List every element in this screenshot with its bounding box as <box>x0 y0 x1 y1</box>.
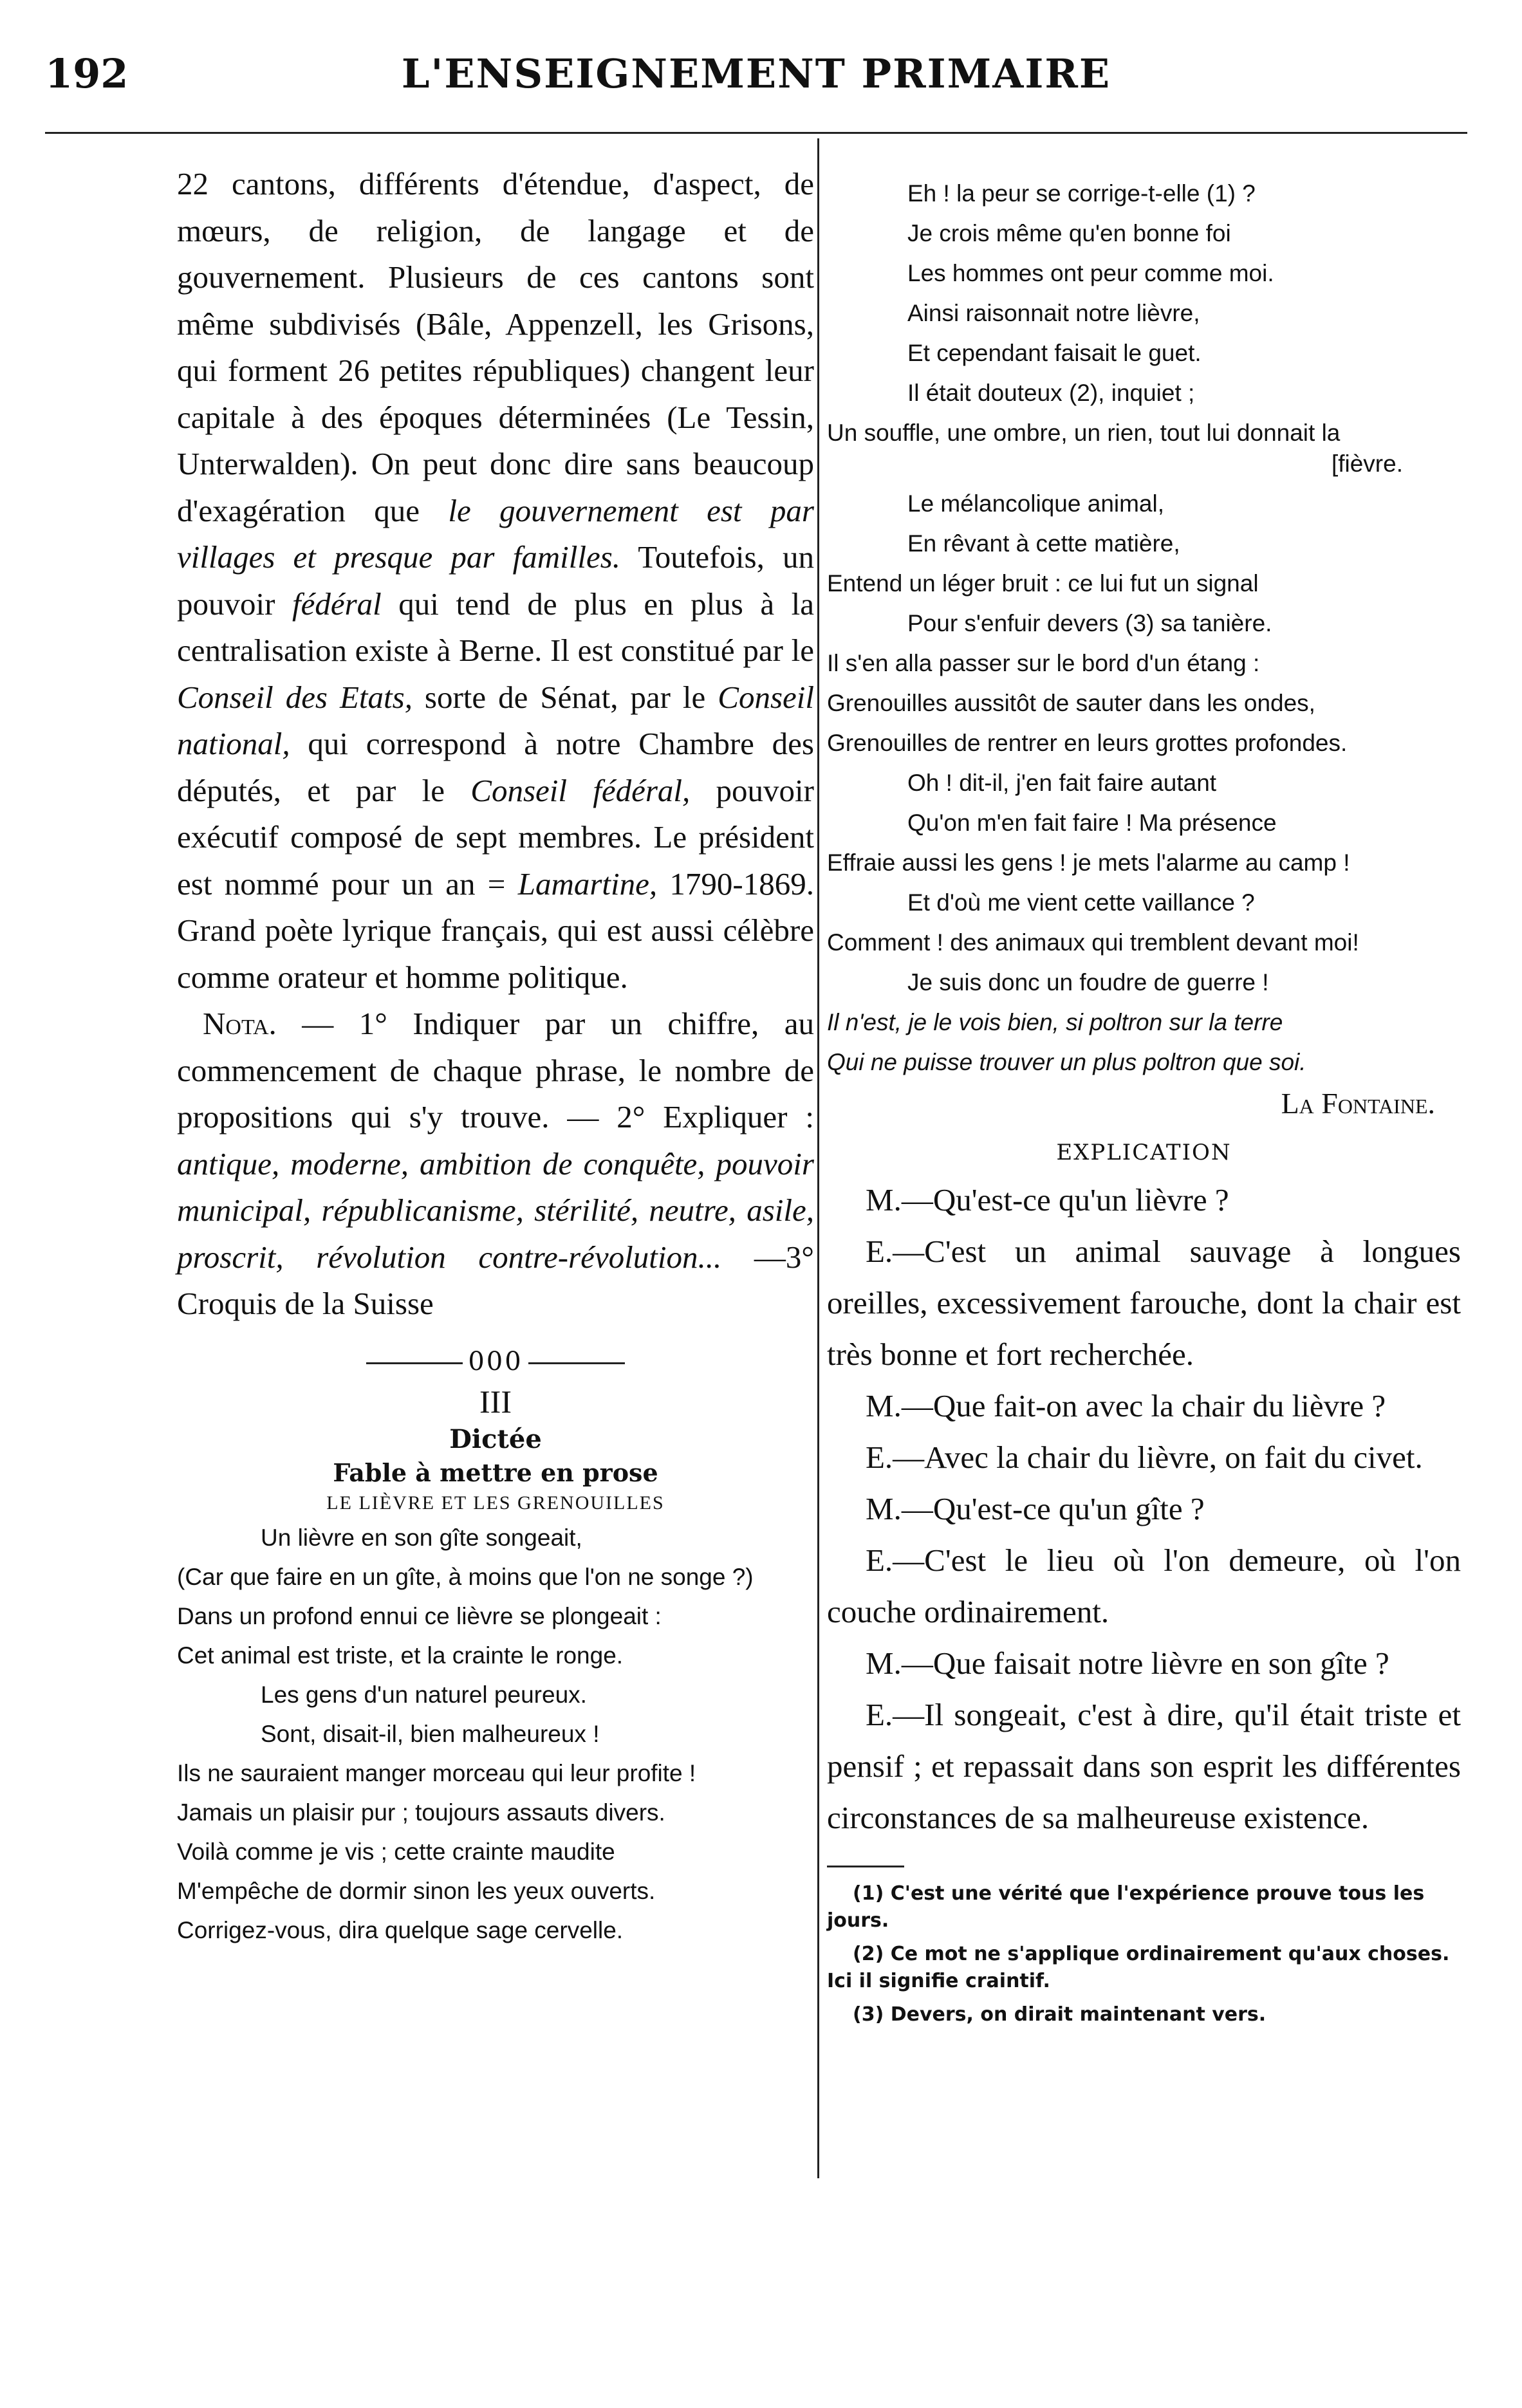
verse-line: Et d'où me vient cette vaillance ? <box>907 889 1255 916</box>
verse-line: Il s'en alla passer sur le bord d'un étang : <box>827 650 1260 676</box>
verse-line: Les hommes ont peur comme moi. <box>907 260 1274 286</box>
verse-line: Ainsi raisonnait notre lièvre, <box>907 300 1200 326</box>
verse-line: Je crois même qu'en bonne foi <box>907 220 1231 246</box>
verse-line: Comment ! des animaux qui tremblent devant moi! <box>827 929 1359 956</box>
page-number: 192 <box>45 50 129 97</box>
dialogue-line: M.—Que faisait notre lièvre en son gîte ? <box>866 1645 1389 1681</box>
verse-line: Cet animal est triste, et la crainte le ronge. <box>177 1642 624 1669</box>
dialogue-line: E.—C'est un animal sauvage à longues oreilles, excessivement farouche, dont la chair est très bonne et fort recherchée. <box>827 1234 1461 1372</box>
dialogue-line: M.—Qu'est-ce qu'un lièvre ? <box>866 1182 1229 1218</box>
moral-line: Il n'est, je le vois bien, si poltron sur la terre <box>827 1009 1283 1035</box>
verse-line: Eh ! la peur se corrige-t-elle (1) ? <box>907 180 1256 207</box>
verse-line: Oh ! dit-il, j'en fait faire autant <box>907 770 1217 796</box>
fable-subtitle: LE LIÈVRE ET LES GRENOUILLES <box>326 1492 665 1514</box>
column-divider <box>817 138 819 2178</box>
running-title: L'ENSEIGNEMENT PRIMAIRE <box>401 50 1111 97</box>
footnote: (1) C'est une vérité que l'expérience prouve tous les jours. <box>827 1882 1425 1932</box>
dialogue-line: E.—C'est le lieu où l'on demeure, où l'on couche ordinairement. <box>827 1542 1461 1629</box>
verse-line: Un souffle, une ombre, un rien, tout lui donnait la <box>827 420 1341 446</box>
section-separator: 000 <box>177 1347 814 1376</box>
verse-line: Entend un léger bruit : ce lui fut un signal <box>827 570 1259 597</box>
verse-continuation: [fièvre. <box>1331 450 1403 477</box>
verse-line: Jamais un plaisir pur ; toujours assauts divers. <box>177 1799 665 1826</box>
fable-verses-right <box>827 174 1461 1082</box>
verse-line: M'empêche de dormir sinon les yeux ouverts. <box>177 1877 656 1904</box>
section-title: Dictée <box>449 1423 542 1454</box>
nota-paragraph: Nota. — 1° Indiquer par un chiffre, au commencement de chaque phrase, le nombre de propositions qui s'y trouve. — 2° Expliquer : antique, moderne, ambition de conquête, pouvoir municipal, républicanisme, stérilité, neutre, asile, proscrit, révolution contre-révolution... —3° Croquis de la Suisse <box>177 1006 814 1321</box>
verse-line: Ils ne sauraient manger morceau qui leur profite ! <box>177 1759 696 1786</box>
verse-line: Corrigez-vous, dira quelque sage cervelle. <box>177 1916 624 1943</box>
verse-line: En rêvant à cette matière, <box>907 530 1180 557</box>
explication-title: EXPLICATION <box>1056 1140 1232 1165</box>
page-header <box>45 50 1467 108</box>
right-column <box>827 174 1461 2035</box>
verse-line: Sont, disait-il, bien malheureux ! <box>261 1720 600 1747</box>
verse-line: Il était douteux (2), inquiet ; <box>907 380 1195 406</box>
dialogue-line: E.—Avec la chair du lièvre, on fait du civet. <box>866 1440 1423 1475</box>
dialogue-line: E.—Il songeait, c'est à dire, qu'il était triste et pensif ; et repassait dans son esprit les différentes circonstances de sa malheureuse existence. <box>827 1697 1461 1835</box>
verse-line: Les gens d'un naturel peureux. <box>261 1681 587 1708</box>
verse-line: Effraie aussi les gens ! je mets l'alarme au camp ! <box>827 849 1350 876</box>
verse-line: Un lièvre en son gîte songeait, <box>261 1524 582 1551</box>
fable-verses-left <box>177 1518 814 1950</box>
verse-line: Grenouilles de rentrer en leurs grottes profondes. <box>827 730 1348 756</box>
verse-line: Pour s'enfuir devers (3) sa tanière. <box>907 610 1272 636</box>
verse-line: Je suis donc un foudre de guerre ! <box>907 969 1269 996</box>
dialogue-line: M.—Qu'est-ce qu'un gîte ? <box>866 1491 1205 1526</box>
dialogue-line: M.—Que fait-on avec la chair du lièvre ? <box>866 1388 1386 1423</box>
verse-line: Grenouilles aussitôt de sauter dans les ondes, <box>827 690 1315 716</box>
footnotes <box>827 1880 1461 2028</box>
footnote: (2) Ce mot ne s'applique ordinairement qu'aux choses. Ici il signifie craintif. <box>827 1943 1450 1992</box>
verse-line: Le mélancolique animal, <box>907 490 1165 517</box>
footnote-rule <box>827 1866 904 1867</box>
section-number: III <box>479 1383 512 1420</box>
verse-line: Dans un profond ennui ce lièvre se plongeait : <box>177 1602 662 1629</box>
swiss-government-paragraph: 22 cantons, différents d'étendue, d'aspect, de mœurs, de religion, de langage et de gouvernement. Plusieurs de ces cantons sont même subdivisés (Bâle, Appenzell, les Grisons, qui forment 26 petites républiques) changent leur capitale à des époques déterminées (Le Tessin, Unterwalden). On peut donc dire sans beaucoup d'exagération que le gouvernement est par villages et presque par familles. Toutefois, un pouvoir fédéral qui tend de plus en plus à la centralisation existe à Berne. Il est constitué par le Conseil des Etats, sorte de Sénat, par le Conseil national, qui correspond à notre Chambre des députés, et par le Conseil fédéral, pouvoir exécutif composé de sept membres. Le président est nommé pour un an = Lamartine, 1790-1869. Grand poète lyrique français, qui est aussi célèbre comme orateur et homme politique. <box>177 166 814 995</box>
header-rule <box>45 132 1467 134</box>
fable-heading: Fable à mettre en prose <box>333 1458 658 1487</box>
moral-line: Qui ne puisse trouver un plus poltron que soi. <box>827 1049 1306 1075</box>
explication-dialogue <box>827 1174 1461 1844</box>
footnote: (3) Devers, on dirait maintenant vers. <box>853 2003 1267 2026</box>
verse-line: Voilà comme je vis ; cette crainte maudite <box>177 1838 615 1865</box>
verse-line: Qu'on m'en fait faire ! Ma présence <box>907 810 1277 836</box>
fable-author: La Fontaine. <box>1281 1087 1435 1120</box>
verse-line: (Car que faire en un gîte, à moins que l'on ne songe ?) <box>177 1563 754 1590</box>
verse-line: Et cependant faisait le guet. <box>907 340 1202 366</box>
left-column <box>177 161 814 1950</box>
